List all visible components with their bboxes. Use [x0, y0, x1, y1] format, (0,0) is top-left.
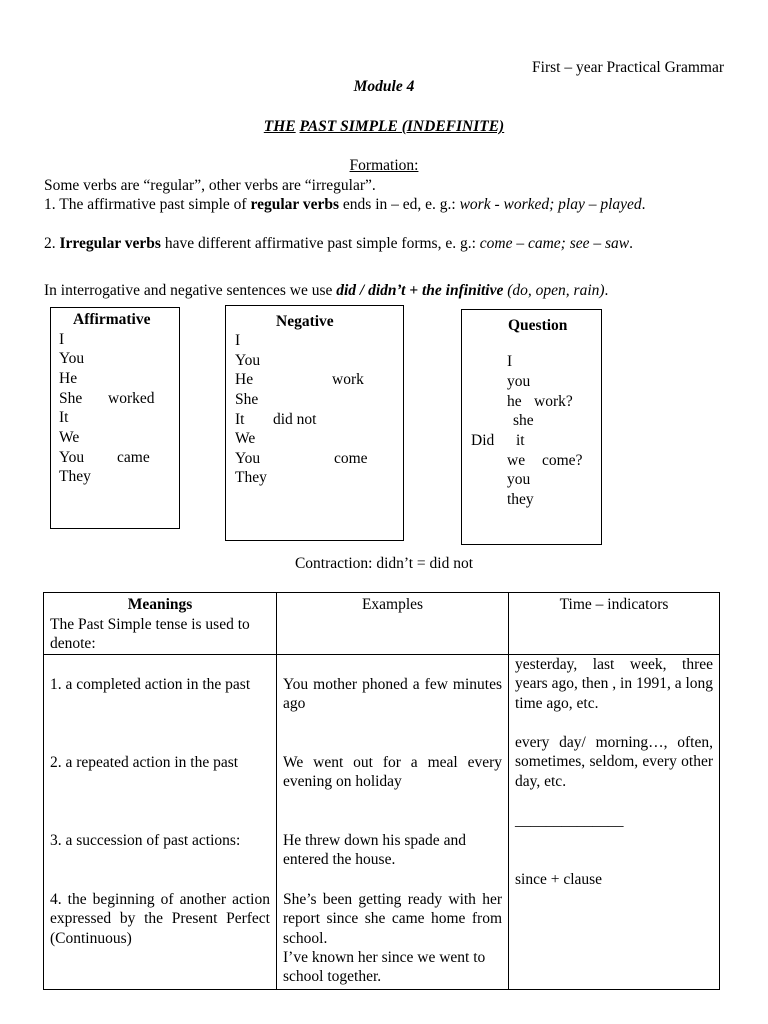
- aff-pronoun: It: [59, 409, 69, 426]
- p2-text2: have different affirmative past simple forms, e. g.:: [160, 235, 480, 252]
- question-box: [461, 309, 602, 545]
- q-pronoun: she: [513, 412, 534, 429]
- indicator-3: ______________: [515, 811, 624, 829]
- title-the: THE: [263, 118, 296, 135]
- neg-verb: come: [334, 450, 368, 467]
- meanings-header: Meanings: [127, 596, 193, 613]
- neg-pronoun: He: [235, 371, 254, 388]
- course-name: First – year Practical Grammar: [532, 59, 724, 76]
- time-indicators-header: Time – indicators: [509, 593, 720, 655]
- title-rest: PAST SIMPLE (INDEFINITE): [299, 118, 505, 135]
- example-4b: I’ve known her since we went to school together.: [283, 948, 486, 985]
- contraction-note: Contraction: didn’t = did not: [294, 555, 474, 572]
- neg-pronoun: She: [235, 391, 259, 408]
- q-pronoun: he: [507, 393, 522, 410]
- q-verb: work?: [534, 393, 573, 410]
- p2-bold: Irregular verbs: [59, 235, 161, 252]
- example-4: She’s been getting ready with her report since she came home from school.: [283, 890, 502, 947]
- examples-cell: [277, 654, 509, 989]
- aff-pronoun: He: [59, 370, 78, 387]
- table-row: [44, 654, 720, 989]
- neg-verb: work: [332, 371, 364, 388]
- q-pronoun: you: [507, 373, 531, 390]
- table-header-row: [44, 593, 720, 655]
- meanings-cell: [44, 654, 277, 989]
- aff-pronoun: I: [59, 331, 65, 348]
- p3-example: (do, open, rain): [503, 282, 605, 299]
- p1-end: .: [641, 196, 646, 213]
- meaning-3: 3. a succession of past actions:: [50, 831, 241, 849]
- neg-pronoun: We: [235, 430, 256, 447]
- neg-pronoun: I: [235, 332, 241, 349]
- meaning-4: 4. the beginning of another action expressed by the Present Perfect (Continuous): [50, 890, 270, 947]
- module-label: Module 4: [353, 78, 415, 95]
- example-3: He threw down his spade and entered the house.: [283, 831, 466, 868]
- affirmative-title: Affirmative: [73, 311, 151, 328]
- irregular-verbs-paragraph: [44, 234, 724, 254]
- q-verb: come?: [542, 452, 583, 469]
- q-pronoun: they: [507, 491, 534, 508]
- aff-verb: came: [117, 449, 150, 466]
- affirmative-box: [50, 307, 180, 529]
- meaning-2: 2. a repeated action in the past: [50, 753, 239, 771]
- negative-box: [225, 305, 404, 541]
- question-title: Question: [508, 317, 568, 334]
- aff-pronoun: You: [59, 449, 85, 466]
- meanings-header-cell: [44, 593, 277, 655]
- p1-bold: regular verbs: [250, 196, 340, 213]
- neg-pronoun: It: [235, 411, 245, 428]
- meaning-1: 1. a completed action in the past: [50, 675, 251, 693]
- meanings-subheader: The Past Simple tense is used to denote:: [50, 615, 250, 652]
- indicator-2: every day/ morning…, often, sometimes, seldom, every other day, etc.: [515, 733, 713, 790]
- meanings-table: [43, 592, 720, 990]
- did-paragraph: [44, 281, 724, 301]
- p3-end: .: [604, 282, 609, 299]
- p1-text2: ends in – ed, e. g.:: [339, 196, 460, 213]
- indicators-cell: [509, 654, 720, 989]
- p1-example: work - worked; play – played: [459, 196, 642, 213]
- q-pronoun: it: [516, 432, 525, 449]
- q-pronoun: you: [507, 471, 531, 488]
- section-heading: Formation:: [349, 157, 419, 174]
- p3-text: In interrogative and negative sentences we use: [44, 282, 337, 299]
- neg-pronoun: They: [235, 469, 267, 486]
- p2-text: 2.: [44, 235, 60, 252]
- aff-pronoun: She: [59, 390, 83, 407]
- indicator-1: yesterday, last week, three years ago, then , in 1991, a long time ago, etc.: [515, 655, 714, 712]
- page-title: [0, 117, 768, 137]
- intro-line: Some verbs are “regular”, other verbs are “irregular”.: [44, 177, 376, 194]
- p2-example: come – came; see – saw: [479, 235, 630, 252]
- regular-verbs-paragraph: [44, 195, 724, 215]
- neg-pronoun: You: [235, 352, 261, 369]
- aff-pronoun: They: [59, 468, 91, 485]
- q-pronoun: we: [507, 452, 526, 469]
- q-pronoun: I: [507, 353, 513, 370]
- aff-verb: worked: [108, 390, 155, 407]
- negative-title: Negative: [276, 313, 334, 330]
- neg-pronoun: You: [235, 450, 261, 467]
- p3-bold: did / didn’t + the infinitive: [336, 282, 504, 299]
- example-2: We went out for a meal every evening on holiday: [283, 753, 502, 790]
- aff-pronoun: You: [59, 350, 85, 367]
- neg-aux: did not: [273, 411, 317, 428]
- q-aux: Did: [471, 432, 495, 449]
- example-1: You mother phoned a few minutes ago: [283, 675, 502, 712]
- indicator-4: since + clause: [515, 870, 603, 888]
- p1-text: 1. The affirmative past simple of: [44, 196, 251, 213]
- aff-pronoun: We: [59, 429, 80, 446]
- examples-header: Examples: [277, 593, 509, 655]
- p2-end: .: [629, 235, 634, 252]
